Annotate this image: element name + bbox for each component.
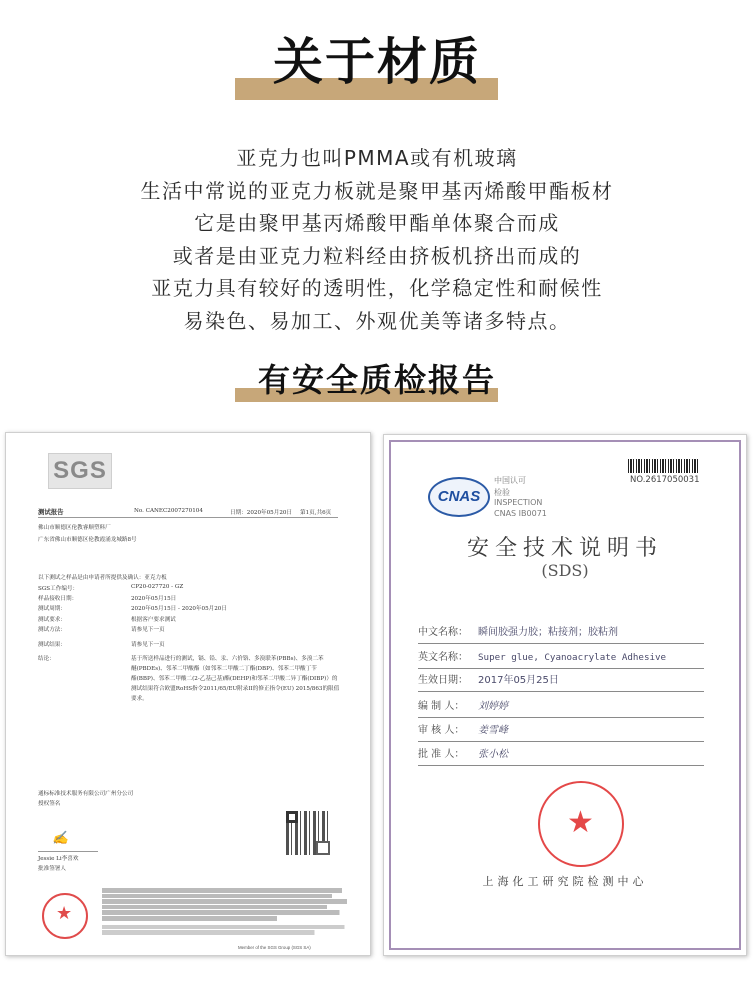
conclusion-line: 醚(PBDEs)、邻苯二甲酸酯（如邻苯二甲酸二丁酯(DBP)、邻苯二甲酸丁苄 bbox=[131, 666, 317, 672]
row-value: 姜雪峰 bbox=[478, 725, 508, 736]
heading-title: 关于材质 bbox=[273, 33, 481, 91]
row-value: 刘婷婷 bbox=[478, 701, 508, 712]
cnas-logo-text: CNAS IB0071 bbox=[494, 509, 547, 518]
field-value: 2020年05月15日 bbox=[131, 596, 177, 602]
sds-row-effective-date bbox=[418, 671, 704, 692]
row-value: Super glue, Cyanoacrylate Adhesive bbox=[478, 652, 667, 663]
cnas-logo: CNAS bbox=[428, 477, 490, 517]
sds-row-approver bbox=[418, 745, 704, 766]
divider bbox=[38, 517, 338, 518]
description-line: 亚克力也叫PMMA或有机玻璃 bbox=[236, 146, 518, 170]
report-date: 日期：2020年05月20日 bbox=[230, 510, 293, 516]
company-name: 通标标准技术服务有限公司广州分公司 bbox=[38, 791, 134, 797]
cnas-sds-document-image bbox=[383, 434, 747, 956]
client-address: 广东省佛山市顺德区伦教霞涌龙城路8号 bbox=[38, 537, 137, 543]
barcode bbox=[628, 459, 698, 473]
sds-subtitle: (SDS) bbox=[541, 561, 589, 580]
sds-row-reviewer bbox=[418, 721, 704, 742]
client-name: 佛山市顺德区伦教睿顺塑料厂 bbox=[38, 525, 111, 531]
description-line: 它是由聚甲基丙烯酸甲酯单体聚合而成 bbox=[194, 211, 560, 235]
field-value: CP20-027720 - GZ bbox=[131, 584, 184, 590]
report-number: No. CANEC2007270104 bbox=[134, 508, 203, 514]
report-page: 第1页,共6页 bbox=[300, 510, 332, 516]
conclusion-label: 结论： bbox=[38, 656, 55, 662]
description-line: 易染色、易加工、外观优美等诸多特点。 bbox=[183, 308, 571, 333]
fine-print-terms bbox=[102, 887, 352, 936]
row-value: 2017年05月25日 bbox=[478, 675, 559, 686]
field-value: 2020年05月15日 - 2020年05月20日 bbox=[131, 606, 227, 612]
institute-seal bbox=[538, 781, 624, 867]
field-label: 测试要求： bbox=[38, 617, 66, 623]
field-value: 请参见下一页 bbox=[131, 627, 165, 633]
signer-title: 批准签署人 bbox=[38, 866, 66, 872]
sds-title: 安全技术说明书 bbox=[466, 536, 663, 561]
issuing-organization: 上海化工研究院检测中心 bbox=[482, 875, 648, 888]
handwritten-signature: ✍ bbox=[52, 831, 69, 846]
field-label: SGS工作编号： bbox=[38, 586, 79, 592]
row-label: 生效日期： bbox=[418, 675, 468, 686]
report-title: 测试报告 bbox=[38, 508, 64, 516]
certificate-number: NO.2617050031 bbox=[630, 475, 700, 485]
description-line: 亚克力具有较好的透明性，化学稳定性和耐候性 bbox=[151, 276, 603, 300]
description-line: 或者是由亚克力粒料经由挤板机挤出而成的 bbox=[172, 243, 582, 268]
authorized-signature-label: 授权签名 bbox=[38, 801, 61, 807]
company-stamp bbox=[42, 893, 88, 939]
heading-title: 有安全质检报告 bbox=[257, 361, 496, 399]
field-label: 样品接收日期： bbox=[38, 596, 78, 602]
cnas-logo-text: 检验 bbox=[494, 488, 510, 497]
conclusion-line: 基于所送样品进行的测试，镉、铅、汞、六价铬、多溴联苯(PBBs)、多溴二苯 bbox=[131, 656, 324, 662]
sds-row-compiler bbox=[418, 697, 704, 718]
section-heading-report bbox=[0, 358, 754, 406]
sgs-logo: SGS bbox=[48, 453, 112, 489]
sds-row-chinese-name bbox=[418, 623, 704, 644]
conclusion-line: 测试结果符合欧盟RoHS指令2011/65/EU附录II的修正指令(EU) 2015/863的限值 bbox=[131, 686, 340, 692]
cnas-logo-text: INSPECTION bbox=[494, 498, 543, 507]
material-description bbox=[0, 142, 754, 337]
signer-name: Jessie Li李喜欢 bbox=[38, 856, 79, 862]
row-value: 张小松 bbox=[478, 749, 508, 760]
row-label: 英文名称： bbox=[418, 652, 468, 663]
field-label: 测试结果： bbox=[38, 642, 66, 648]
section-heading-material bbox=[0, 30, 754, 102]
row-label: 审 核 人： bbox=[418, 725, 465, 736]
row-label: 中文名称： bbox=[418, 627, 468, 638]
sds-row-english-name bbox=[418, 648, 704, 669]
signature-line bbox=[38, 851, 98, 852]
sgs-test-report-image bbox=[5, 432, 371, 956]
field-value: 请参见下一页 bbox=[131, 642, 165, 648]
conclusion-line: 要求。 bbox=[131, 696, 148, 702]
field-value: 根据客户要求测试 bbox=[131, 617, 176, 623]
sample-intro: 以下测试之样品是由申请者所提供及确认：亚克力板 bbox=[38, 575, 167, 581]
sgs-group-footer: Member of the SGS Group (SGS SA) bbox=[238, 945, 311, 950]
row-label: 编 制 人： bbox=[418, 701, 465, 712]
qr-code bbox=[286, 811, 330, 855]
field-label: 测试方法： bbox=[38, 627, 66, 633]
description-line: 生活中常说的亚克力板就是聚甲基丙烯酸甲酯板材 bbox=[140, 178, 614, 203]
conclusion-line: 酯(BBP)、邻苯二甲酸二(2-乙基己基)酯(DEHP)和邻苯二甲酸二异丁酯(DIBP)）的 bbox=[131, 676, 338, 682]
row-value: 瞬间胶强力胶；粘接剂；胶粘剂 bbox=[478, 627, 618, 638]
field-label: 测试周期： bbox=[38, 606, 66, 612]
cnas-logo-text: 中国认可 bbox=[494, 476, 526, 485]
row-label: 批 准 人： bbox=[418, 749, 465, 760]
